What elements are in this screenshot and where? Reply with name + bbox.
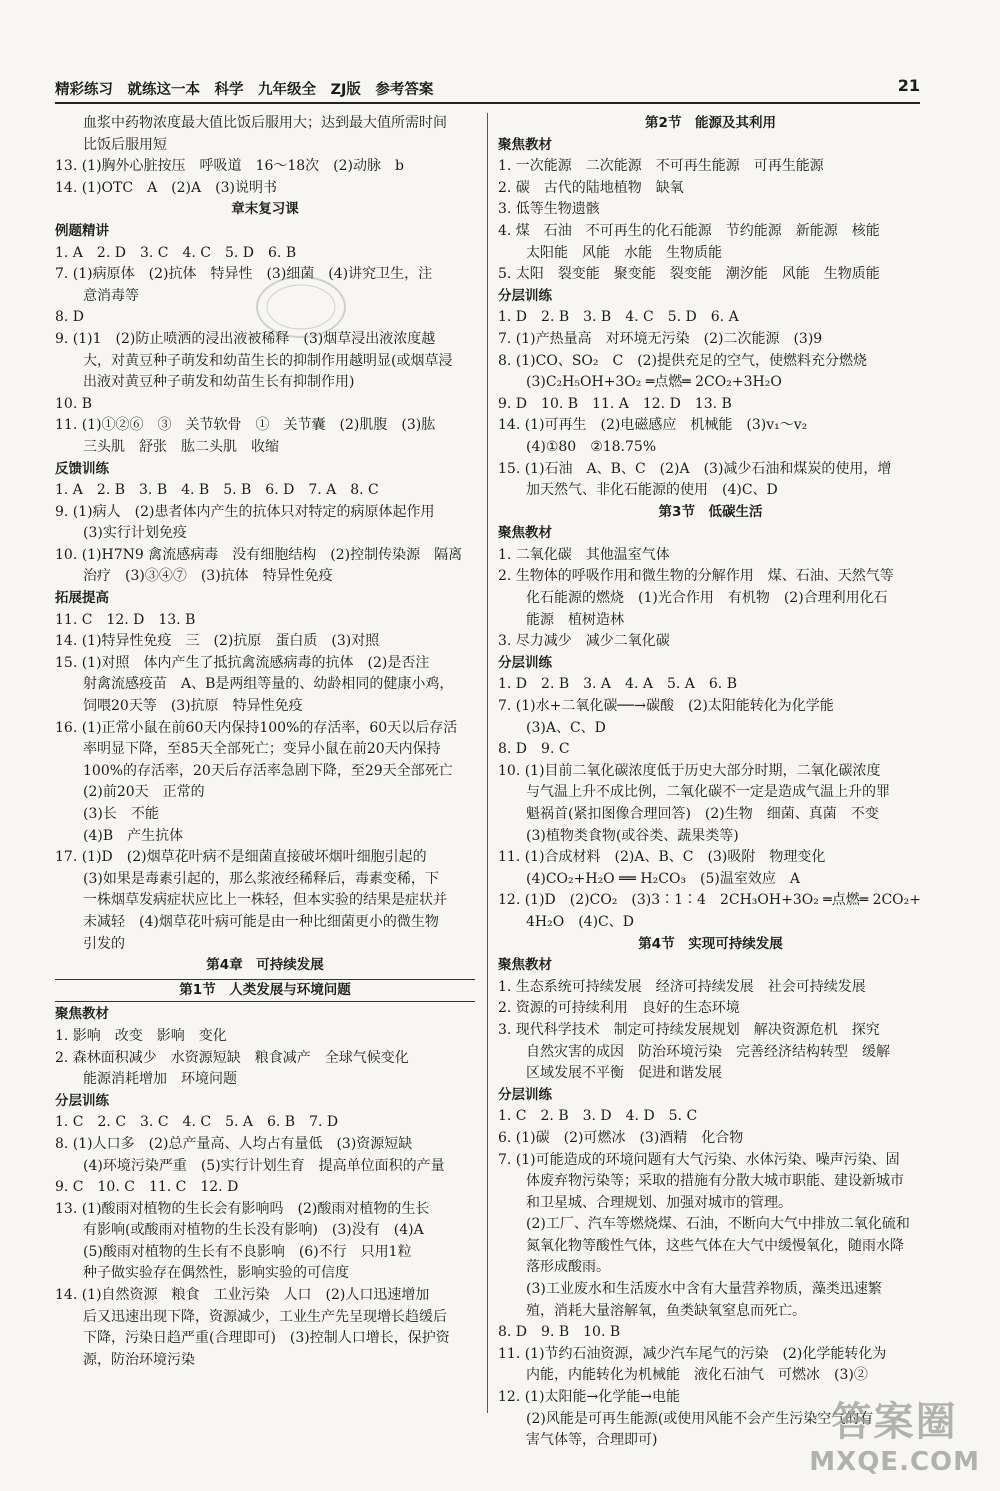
page-header xyxy=(55,72,920,104)
answer-line: (4)CO₂+H₂O ══ H₂CO₃ (5)温室效应 A xyxy=(526,870,800,887)
answer-line: 9. (1)病人 (2)患者体内产生的抗体只对特定的病原体起作用 xyxy=(55,503,435,520)
answer-line: 9. (1)1 (2)防止喷洒的浸出液被稀释 (3)烟草浸出液浓度越 xyxy=(55,330,436,347)
answer-line: 2. 碳 古代的陆地植物 缺氧 xyxy=(498,179,684,196)
page-number: 21 xyxy=(897,76,920,95)
answer-line: 10. (1)H7N9 禽流感病毒 没有细胞结构 (2)控制传染源 隔离 xyxy=(55,546,463,563)
answer-line: 2. 生物体的呼吸作用和微生物的分解作用 煤、石油、天然气等 xyxy=(498,568,894,585)
section-heading: 章末复习课 xyxy=(231,201,299,218)
answer-line: 一株烟草发病症状应比上一株轻，但本实验的结果是症状并 xyxy=(83,892,447,909)
answer-line: (4)①80 ②18.75% xyxy=(526,438,657,455)
answer-line: 14. (1)OTC A (2)A (3)说明书 xyxy=(55,179,277,196)
answer-line: 11. (1)节约石油资源，减少汽车尾气的污染 (2)化学能转化为 xyxy=(498,1345,887,1362)
answer-line: 9. C 10. C 11. C 12. D xyxy=(55,1179,239,1196)
answer-line: 出液对黄豆种子萌发和幼苗生长有抑制作用) xyxy=(83,374,355,391)
watermark-logo-text: 答案圈 xyxy=(831,1399,958,1445)
answer-line: (3)C₂H₅OH+3O₂ ═点燃═ 2CO₂+3H₂O xyxy=(526,374,782,391)
answer-line: 落形成酸雨。 xyxy=(526,1259,610,1276)
stamp-seal xyxy=(253,273,349,341)
answer-line: 100%的存活率，20天后存活率急剧下降，至29天全部死亡 xyxy=(83,762,453,779)
answer-line: 饲喂20天等 (3)抗原 特异性免疫 xyxy=(83,698,303,715)
answer-line: 有影响(或酸雨对植物的生长没有影响) (3)没有 (4)A xyxy=(83,1222,424,1239)
answer-line: 8. D 9. C xyxy=(498,741,570,758)
answer-line: 17. (1)D (2)烟草花叶病不是细菌直接破坏烟叶细胞引起的 xyxy=(55,849,427,866)
header-title: 精彩练习 就练这一本 科学 九年级全 ZJ版 参考答案 xyxy=(55,82,434,98)
subsection-label: 反馈训练 xyxy=(55,460,109,477)
answer-line: (3)A、C、D xyxy=(526,719,606,736)
answer-line: (5)酸雨对植物的生长有不良影响 (6)不行 只用1粒 xyxy=(83,1243,412,1260)
answer-line: 内能，内能转化为机械能 液化石油气 可燃冰 (3)② xyxy=(526,1367,868,1384)
subsection-label: 聚焦教材 xyxy=(498,136,552,153)
answer-line: 7. (1)产热量高 对环境无污染 (2)二次能源 (3)9 xyxy=(498,330,823,347)
section-heading: 第2节 能源及其利用 xyxy=(645,115,776,131)
answer-line: 1. A 2. D 3. C 4. C 5. D 6. B xyxy=(55,244,297,261)
answer-line: (2)前20天 正常的 xyxy=(83,784,205,801)
answer-line: 治疗 (3)③④⑦ (3)抗体 特异性免疫 xyxy=(83,568,333,585)
answer-line: 2. 森林面积减少 水资源短缺 粮食减产 全球气候变化 xyxy=(55,1049,409,1066)
answer-line: (4)环境污染严重 (5)实行计划生育 提高单位面积的产量 xyxy=(83,1157,445,1174)
answer-line: 2. 资源的可持续利用 良好的生态环境 xyxy=(498,1000,740,1017)
answer-line: 14. (1)特异性免疫 三 (2)抗原 蛋白质 (3)对照 xyxy=(55,633,380,650)
answer-line: 血浆中药物浓度最大值比饭后服用大；达到最大值所需时间 xyxy=(83,115,447,131)
answer-line: 区域发展不平衡 促进和谐发展 xyxy=(526,1065,722,1082)
answer-line: 8. (1)人口多 (2)总产量高、人均占有量低 (3)资源短缺 xyxy=(55,1135,413,1152)
subsection-label: 例题精讲 xyxy=(55,222,109,239)
subsection-label: 分层训练 xyxy=(498,1086,552,1103)
subsection-label: 分层训练 xyxy=(55,1092,109,1109)
answer-line: 率明显下降，至85天全部死亡；变异小鼠在前20天内保持 xyxy=(83,741,441,758)
answer-line: 10. (1)目前二氧化碳浓度低于历史大部分时期，二氧化碳浓度 xyxy=(498,762,881,779)
answer-line: 7. (1)可能造成的环境问题有大气污染、水体污染、噪声污染、固 xyxy=(498,1151,900,1168)
answer-line: (3)工业废水和生活废水中含有大量营养物质，藻类迅速繁 xyxy=(526,1281,882,1298)
answer-line: 1. 影响 改变 影响 变化 xyxy=(55,1027,227,1044)
answer-line: (3)长 不能 xyxy=(83,806,159,822)
answer-line: 14. (1)可再生 (2)电磁感应 机械能 (3)v₁～v₂ xyxy=(498,417,808,434)
answer-line: 化石能源的燃烧 (1)光合作用 有机物 (2)合理利用化石 xyxy=(526,590,888,607)
answer-line: (4)B 产生抗体 xyxy=(83,827,184,844)
subsection-label: 分层训练 xyxy=(498,654,552,671)
answer-line: 1. 二氧化碳 其他温室气体 xyxy=(498,546,670,563)
section-heading: 第4节 实现可持续发展 xyxy=(638,935,783,952)
answer-line: 1. 生态系统可持续发展 经济可持续发展 社会可持续发展 xyxy=(498,978,866,995)
answer-line: 1. D 2. B 3. B 4. C 5. D 6. A xyxy=(498,309,739,326)
answer-line: 体废弃物污染等；采取的措施有分散大城市职能、建设新城市 xyxy=(526,1173,904,1190)
answer-line: 魁祸首(紧扣图像合理回答) (2)生物 细菌、真菌 不变 xyxy=(526,806,879,822)
answer-line: 引发的 xyxy=(83,935,125,952)
watermark xyxy=(809,1390,980,1477)
section-heading: 第3节 低碳生活 xyxy=(658,503,763,520)
answer-line: 11. (1)①②⑥ ③ 关节软骨 ① 关节囊 (2)肌腹 (3)肱 xyxy=(55,417,436,434)
subsection-label: 聚焦教材 xyxy=(498,525,552,542)
answer-line: 11. C 12. D 13. B xyxy=(55,611,196,628)
answer-line: 4H₂O (4)C、D xyxy=(526,913,634,930)
answer-line: 6. (1)碳 (2)可燃冰 (3)酒精 化合物 xyxy=(498,1129,744,1146)
column-divider xyxy=(487,113,488,1413)
answer-line: 9. D 10. B 11. A 12. D 13. B xyxy=(498,395,732,412)
answer-line: 源，防治环境污染 xyxy=(83,1351,195,1368)
answer-line: 15. (1)对照 体内产生了抵抗禽流感病毒的抗体 (2)是否注 xyxy=(55,654,430,671)
answer-line: 8. D xyxy=(55,309,85,326)
answer-line: (3)植物类食物(或谷类、蔬果类等) xyxy=(526,827,739,844)
answer-line: 加天然气、非化石能源的使用 (4)C、D xyxy=(526,482,778,499)
answer-line: 8. (1)CO、SO₂ C (2)提供充足的空气，使燃料充分燃烧 xyxy=(498,352,868,369)
answer-line: 后又迅速出现下降，资源减少，工业生产先呈现增长趋缓后 xyxy=(83,1308,447,1325)
answer-line: 三头肌 舒张 肱二头肌 收缩 xyxy=(83,438,279,455)
answer-line: 意消毒等 xyxy=(83,287,139,304)
answer-line: (3)如果是毒素引起的，那么浆液经稀释后，毒素变稀，下 xyxy=(83,870,439,887)
subsection-label: 分层训练 xyxy=(498,287,552,304)
subsection-label: 聚焦教材 xyxy=(498,957,552,974)
answer-line: 13. (1)酸雨对植物的生长会有影响吗 (2)酸雨对植物的生长 xyxy=(55,1200,430,1217)
answer-line: 16. (1)正常小鼠在前60天内保持100%的存活率，60天以后存活 xyxy=(55,719,458,736)
answer-line: 未减轻 (4)烟草花叶病可能是由一种比细菌更小的微生物 xyxy=(83,913,439,930)
answer-line: 种子做实验存在偶然性，影响实验的可信度 xyxy=(83,1265,349,1282)
answer-line: 13. (1)胸外心脏按压 呼吸道 16～18次 (2)动脉 b xyxy=(55,158,404,175)
answer-line: 15. (1)石油 A、B、C (2)A (3)减少石油和煤炭的使用，增 xyxy=(498,460,892,477)
answer-line: 氮氧化物等酸性气体，这些气体在大气中缓慢氧化，随雨水降 xyxy=(526,1237,904,1254)
answer-line: 10. B xyxy=(55,395,93,412)
answer-line: 1. D 2. B 3. A 4. A 5. A 6. B xyxy=(498,676,737,693)
answer-line: (2)风能是可再生能源(或使用风能不会产生污染空气的有 xyxy=(526,1410,874,1427)
answer-line: 3. 尽力减少 减少二氧化碳 xyxy=(498,633,670,650)
answer-line: 自然灾害的成因 防治环境污染 完善经济结构转型 缓解 xyxy=(526,1043,890,1060)
answer-line: 比饭后服用短 xyxy=(83,136,167,153)
answer-line: (2)工厂、汽车等燃烧煤、石油，不断向大气中排放二氧化硫和 xyxy=(526,1216,910,1233)
answer-line: 与气温上升不成比例，二氧化碳不一定是造成气温上升的罪 xyxy=(526,784,890,801)
answer-line: 射禽流感疫苗 A、B是两组等量的、幼龄相同的健康小鸡， xyxy=(83,676,454,693)
answer-line: 11. (1)合成材料 (2)A、B、C (3)吸附 物理变化 xyxy=(498,849,826,866)
answer-line: 能源消耗增加 环境问题 xyxy=(83,1071,237,1088)
subsection-label: 聚焦教材 xyxy=(55,1006,109,1023)
answer-line: 殖，消耗大量溶解氧，鱼类缺氧窒息而死亡。 xyxy=(526,1302,806,1319)
answer-line: 7. (1)病原体 (2)抗体 特异性 (3)细菌 (4)讲究卫生，注 xyxy=(55,266,433,283)
answer-line: 3. 现代科学技术 制定可持续发展规划 解决资源危机 探究 xyxy=(498,1021,880,1038)
answer-line: 1. C 2. C 3. C 4. C 5. A 6. B 7. D xyxy=(55,1114,339,1131)
answer-line: 14. (1)自然资源 粮食 工业污染 人口 (2)人口迅速增加 xyxy=(55,1287,430,1304)
answer-line: 和卫星城、合理规划、加强对城市的管理。 xyxy=(526,1194,792,1211)
answer-line: 太阳能 风能 水能 生物质能 xyxy=(526,244,722,261)
answer-line: 12. (1)太阳能→化学能→电能 xyxy=(498,1389,681,1406)
answer-line: 1. C 2. B 3. D 4. D 5. C xyxy=(498,1108,698,1125)
subsection-label: 拓展提高 xyxy=(55,590,109,607)
right-column xyxy=(498,113,923,1452)
answer-line: (3)实行计划免疫 xyxy=(83,525,187,542)
answer-line: 4. 煤 石油 不可再生的化石能源 节约能源 新能源 核能 xyxy=(498,222,880,239)
answer-line: 7. (1)水+二氧化碳──→碳酸 (2)太阳能转化为化学能 xyxy=(498,698,834,715)
answer-line: 8. D 9. B 10. B xyxy=(498,1324,621,1341)
answer-line: 大，对黄豆种子萌发和幼苗生长的抑制作用越明显(或烟草浸 xyxy=(83,352,453,369)
answer-line: 5. 太阳 裂变能 聚变能 裂变能 潮汐能 风能 生物质能 xyxy=(498,266,880,283)
watermark-url: MXQE.COM xyxy=(809,1447,980,1477)
answer-line: 能源 植树造林 xyxy=(526,611,624,628)
section-heading: 第1节 人类发展与环境问题 xyxy=(55,979,475,1003)
answer-line: 害气体等，合理即可) xyxy=(526,1432,658,1449)
answer-line: 12. (1)D (2)CO₂ (3)3∶1∶4 2CH₃OH+3O₂ ═点燃═ 2CO₂+ xyxy=(498,892,922,909)
answer-line: 1. 一次能源 二次能源 不可再生能源 可再生能源 xyxy=(498,158,824,175)
section-heading: 第4章 可持续发展 xyxy=(206,957,324,974)
answer-line: 下降，污染日趋严重(合理即可) (3)控制人口增长，保护资 xyxy=(83,1330,450,1347)
answer-line: 1. A 2. B 3. B 4. B 5. B 6. D 7. A 8. C xyxy=(55,482,379,499)
answer-line: 3. 低等生物遗骸 xyxy=(498,201,600,218)
